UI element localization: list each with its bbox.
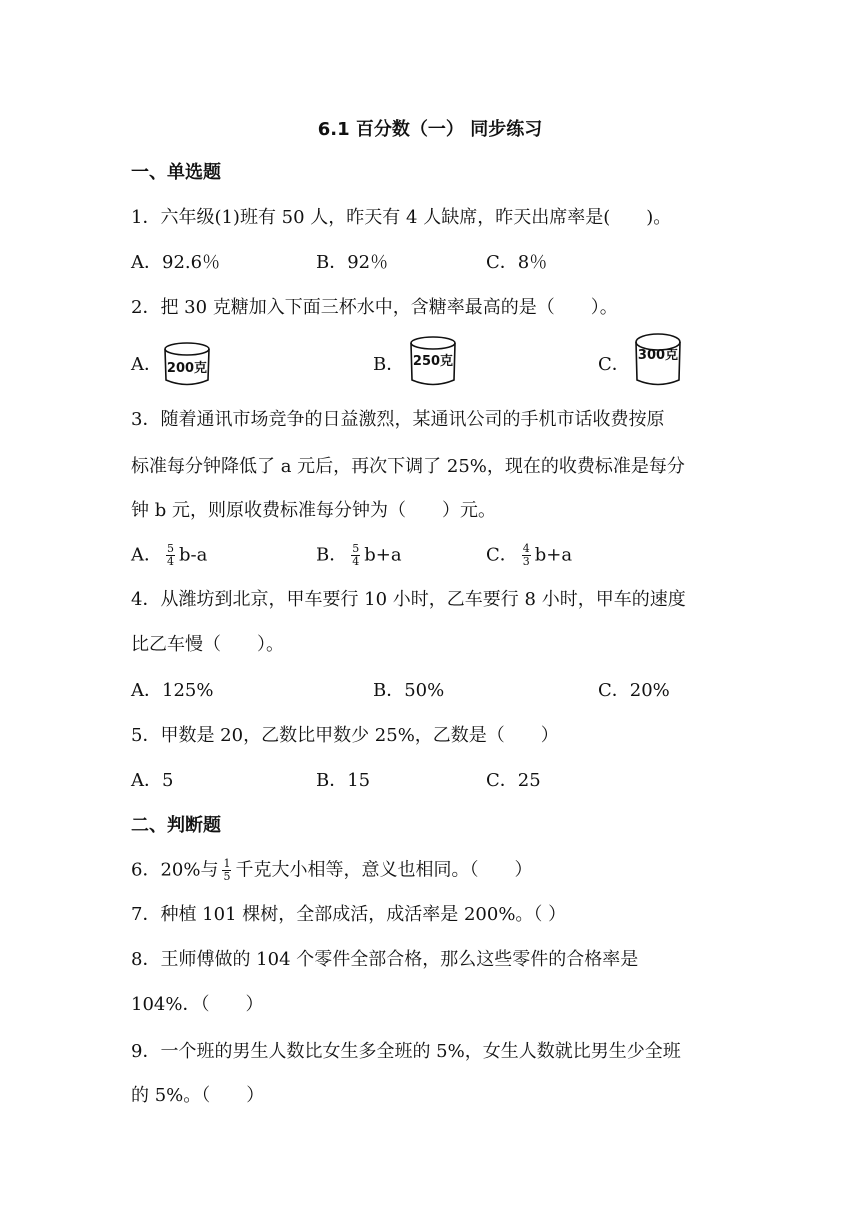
- question-8-line-2: 104%．（ ）: [131, 994, 264, 1015]
- q3-option-a: [131, 543, 207, 568]
- question-4-line-2: 比乙车慢（ ）。: [131, 634, 284, 655]
- q3-option-c-expr: b+a: [534, 544, 573, 566]
- cup-250g-image: [408, 335, 458, 387]
- q3-option-b-prefix: B．: [316, 544, 348, 566]
- cup-300g-label: 300克: [637, 348, 679, 363]
- fraction-numerator: 1: [223, 857, 231, 870]
- q5-option-c: C．25: [486, 770, 541, 791]
- cup-300g-image: [633, 332, 683, 388]
- section-heading-true-false: 二、判断题: [131, 815, 221, 836]
- q5-option-a: A．5: [131, 770, 174, 791]
- fraction-denominator: 4: [167, 555, 174, 568]
- question-9-line-1: 9．一个班的男生人数比女生多全班的 5%，女生人数就比男生少全班: [131, 1041, 681, 1062]
- question-6-fraction: [222, 858, 231, 883]
- q3-option-b: [316, 543, 402, 568]
- q4-option-b: B．50%: [373, 680, 445, 701]
- question-1: 1．六年级(1)班有 50 人，昨天有 4 人缺席，昨天出席率是( )。: [131, 207, 672, 228]
- q4-option-a: A．125%: [131, 680, 214, 701]
- fraction-denominator: 3: [522, 555, 530, 568]
- q2-option-c: C．: [598, 354, 630, 375]
- q3-option-b-fraction: [351, 543, 360, 568]
- cup-200g-image: [162, 341, 212, 387]
- question-7: 7．种植 101 棵树，全部成活，成活率是 200%。（ ）: [131, 904, 567, 925]
- q3-option-c: [486, 543, 572, 568]
- question-3-line-1: 3．随着通讯市场竞争的日益激烈，某通讯公司的手机市话收费按原: [131, 409, 665, 430]
- q1-option-c: C．8％: [486, 252, 548, 273]
- fraction-numerator: 4: [522, 542, 530, 555]
- page-title: 6.1 百分数（一） 同步练习: [317, 119, 543, 140]
- question-6: [131, 858, 532, 883]
- fraction-denominator: 4: [352, 555, 360, 568]
- q3-option-a-expr: b-a: [179, 544, 208, 566]
- fraction-numerator: 5: [167, 542, 174, 555]
- q2-option-b: B．: [373, 354, 405, 375]
- q2-option-a: A．: [131, 354, 162, 375]
- cup-250g-label: 250克: [412, 354, 454, 369]
- question-4-line-1: 4．从潍坊到北京，甲车要行 10 小时，乙车要行 8 小时，甲车的速度: [131, 589, 686, 610]
- question-8-line-1: 8．王师傅做的 104 个零件全部合格，那么这些零件的合格率是: [131, 949, 639, 970]
- question-6-prefix: 6．20%与: [131, 859, 219, 881]
- question-2: 2．把 30 克糖加入下面三杯水中，含糖率最高的是（ ）。: [131, 297, 618, 318]
- q3-option-b-expr: b+a: [364, 544, 402, 566]
- question-6-suffix: 千克大小相等，意义也相同。（ ）: [235, 859, 533, 881]
- question-5: 5．甲数是 20，乙数比甲数少 25%，乙数是（ ）: [131, 725, 559, 746]
- question-9-line-2: 的 5%。（ ）: [131, 1085, 265, 1106]
- q1-option-b: B．92％: [316, 252, 389, 273]
- q4-option-c: C．20%: [598, 680, 670, 701]
- question-3-line-3: 钟 b 元，则原收费标准每分钟为（ ）元。: [131, 500, 496, 521]
- q1-option-a: A．92.6％: [131, 252, 221, 273]
- section-heading-single-choice: 一、单选题: [131, 162, 221, 183]
- q3-option-c-prefix: C．: [486, 544, 518, 566]
- question-3-line-2: 标准每分钟降低了 a 元后，再次下调了 25%，现在的收费标准是每分: [131, 456, 685, 477]
- q3-option-a-fraction: [166, 543, 175, 568]
- fraction-denominator: 5: [223, 870, 231, 883]
- cup-200g-label: 200克: [166, 361, 208, 376]
- q5-option-b: B．15: [316, 770, 371, 791]
- q3-option-a-prefix: A．: [131, 544, 162, 566]
- q3-option-c-fraction: [522, 543, 531, 568]
- fraction-numerator: 5: [352, 542, 360, 555]
